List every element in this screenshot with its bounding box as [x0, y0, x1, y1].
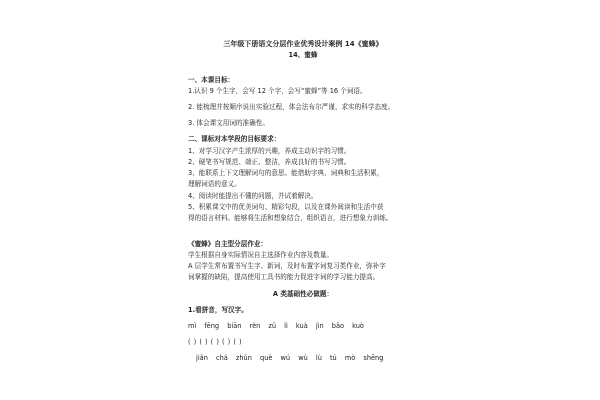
standard-item: 3、能联系上下文理解词句的意思。能借助字典、词典和生活积累， — [188, 169, 384, 177]
standard-item: 4、阅读时能提出不懂的问题，并试着解决。 — [188, 192, 318, 200]
goal-item: 2. 能梳理并按顺序说出实验过程，体会法布尔严谨、求实的科学态度。 — [188, 103, 395, 111]
homework-item: 词掌握的缺陷，提高使用工具书的能力促进字词的学习能力提高。 — [188, 273, 380, 281]
homework-item: 学生根据自身实际情况自主选择作业内容及数量。 — [188, 251, 334, 259]
standard-item: 得的语言材料。能够将生活和想象结合，组织语言，进行想象力训练。 — [188, 214, 393, 222]
section-heading-standards: 二、课标对本学段的目标要求： — [188, 135, 281, 143]
answer-blanks-row: ( ) ( ) ( ) ( ) ( ) — [188, 338, 242, 346]
standard-item: 2、硬笔书写规范、端正、整洁，养成良好的书写习惯。 — [188, 158, 351, 166]
lesson-title: 14、蜜蜂 — [288, 51, 318, 59]
pinyin-row: mì fēng biān rèn zǔ lì kuà jìn bǎo kuò — [188, 322, 364, 330]
standard-item: 5、积累课文中的优美词句、精彩句段，以及在课外阅读和生活中获 — [188, 203, 384, 211]
pinyin-row: jiǎn chá zhǔn què wú wù lù tú mò shēng — [196, 354, 384, 362]
goal-item: 3. 体会课文用词的准确性。 — [188, 119, 269, 127]
standard-item: 理解词语的意义。 — [188, 180, 241, 188]
standard-item: 1、对学习汉字产生浓厚的兴趣，养成主动识字的习惯。 — [188, 147, 351, 155]
section-heading-type-a: A 类基础性必做题： — [272, 290, 334, 298]
homework-item: A 层学生常布置书写生字、新词，及时布置字词复习类作业，弥补字 — [188, 262, 386, 270]
goal-item: 1.认识 9 个生字，会写 12 个字，会写“蜜蜂”等 16 个词语。 — [188, 87, 367, 95]
section-heading-homework: 《蜜蜂》自主型分层作业： — [188, 240, 268, 248]
exercise-title: 1.看拼音，写汉字。 — [188, 306, 248, 314]
document-title: 三年级下册语文分层作业优秀设计案例 14《蜜蜂》 — [223, 40, 383, 48]
section-heading-goals: 一、本课目标： — [188, 76, 235, 84]
